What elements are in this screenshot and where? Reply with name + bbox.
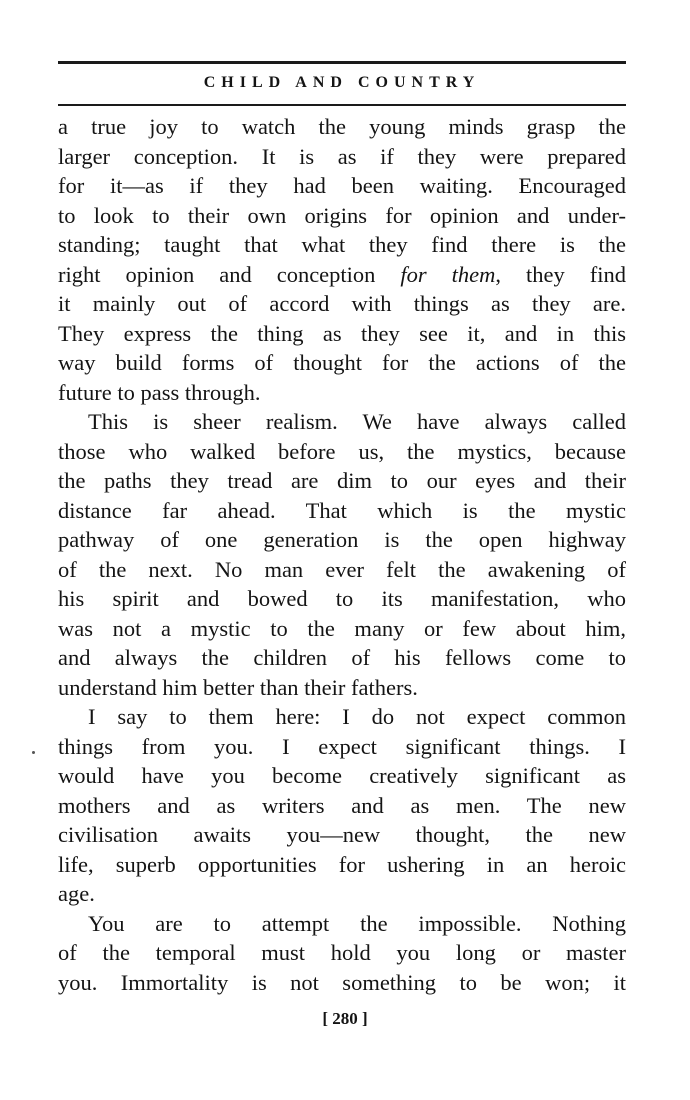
- text-line: This is sheer realism. We have always called: [88, 409, 626, 434]
- header-rule: [58, 104, 626, 106]
- text-line: for it—as if they had been waiting. Encouraged: [58, 173, 626, 198]
- text-line: pathway of one generation is the open highway: [58, 527, 626, 552]
- text-segment: , they find: [495, 261, 627, 287]
- text-line: You are to attempt the impossible. Nothing: [88, 910, 626, 936]
- text-line: and always the children of his fellows come to: [58, 645, 626, 670]
- text-line: his spirit and bowed to its manifestation, who: [58, 586, 626, 611]
- top-rule: [58, 61, 626, 64]
- text-line: standing; taught that what they find there is the: [58, 232, 626, 257]
- text-line: would have you become creatively significant as: [58, 763, 626, 788]
- text-line: life, superb opportunities for ushering in an heroic: [58, 851, 626, 877]
- text-segment: right opinion and conception: [58, 261, 401, 287]
- text-line: [58, 260, 626, 290]
- text-line: the paths they tread are dim to our eyes and their: [58, 468, 626, 493]
- text-line: larger conception. It is as if they were prepared: [58, 143, 626, 169]
- text-line: those who walked before us, the mystics, because: [58, 438, 626, 464]
- text-line: They express the thing as they see it, and in this: [58, 320, 626, 346]
- running-head: CHILD AND COUNTRY: [203, 74, 481, 91]
- text-line: you. Immortality is not something to be won; it: [58, 969, 626, 995]
- page-number: [ 280 ]: [322, 1009, 368, 1028]
- text-line: was not a mystic to the many or few about him,: [58, 615, 626, 641]
- text-line: age.: [58, 881, 95, 906]
- text-line: civilisation awaits you—new thought, the new: [58, 822, 626, 847]
- emphasis: for them: [400, 261, 496, 287]
- text-line: future to pass through.: [58, 379, 261, 405]
- text-line: mothers and as writers and as men. The new: [58, 792, 626, 818]
- body-text: [58, 112, 626, 997]
- text-line: understand him better than their fathers.: [58, 674, 418, 700]
- text-line: of the next. No man ever felt the awakening of: [58, 556, 626, 582]
- text-line: I say to them here: I do not expect common: [88, 704, 626, 729]
- text-line: it mainly out of accord with things as they are.: [58, 291, 626, 316]
- text-line: to look to their own origins for opinion and under-: [58, 202, 626, 228]
- text-line: distance far ahead. That which is the mystic: [58, 497, 626, 523]
- text-line: things from you. I expect significant things. I: [58, 733, 626, 759]
- text-line: a true joy to watch the young minds grasp the: [58, 114, 626, 139]
- margin-mark: [32, 751, 35, 754]
- text-line: way build forms of thought for the actions of the: [58, 350, 626, 375]
- text-line: of the temporal must hold you long or master: [58, 940, 626, 965]
